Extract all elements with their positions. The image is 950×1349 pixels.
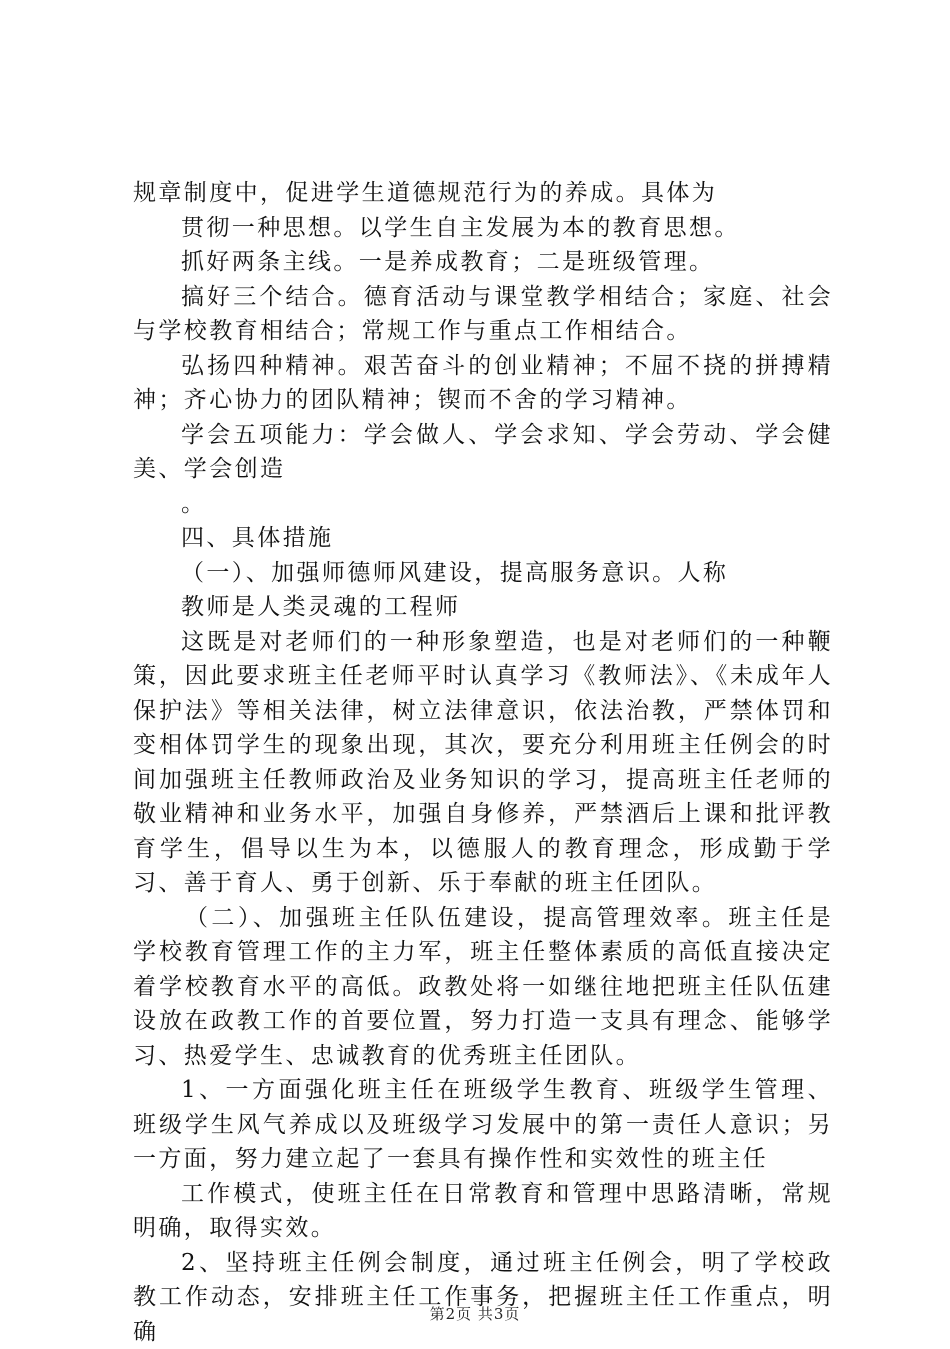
section-heading: 四、具体措施 [133, 521, 833, 556]
paragraph: 工作模式，使班主任在日常教育和管理中思路清晰，常规明确，取得实效。 [133, 1177, 833, 1246]
paragraph: 2、坚持班主任例会制度，通过班主任例会，明了学校政教工作动态，安排班主任工作事务，把握班主任工作重点，明确 [133, 1246, 833, 1349]
paragraph: 弘扬四种精神。艰苦奋斗的创业精神；不屈不挠的拼搏精神；齐心协力的团队精神；锲而不舍的学习精神。 [133, 349, 833, 418]
paragraph: 规章制度中，促进学生道德规范行为的养成。具体为 [133, 176, 833, 211]
paragraph: 贯彻一种思想。以学生自主发展为本的教育思想。 [133, 211, 833, 246]
paragraph: 学会五项能力：学会做人、学会求知、学会劳动、学会健美、学会创造 [133, 418, 833, 487]
paragraph: 1、一方面强化班主任在班级学生教育、班级学生管理、班级学生风气养成以及班级学习发展中的第一责任人意识；另一方面，努力建立起了一套具有操作性和实效性的班主任 [133, 1073, 833, 1177]
paragraph: 。 [133, 487, 833, 522]
paragraph: 这既是对老师们的一种形象塑造，也是对老师们的一种鞭策，因此要求班主任老师平时认真学习《教师法》、《未成年人保护法》等相关法律，树立法律意识，依法治教，严禁体罚和变相体罚学生的现象出现，其次，要充分利用班主任例会的时间加强班主任教师政治及业务知识的学习，提高班主任老师的敬业精神和业务水平，加强自身修养，严禁酒后上课和批评教育学生，倡导以生为本，以德服人的教育理念，形成勤于学习、善于育人、勇于创新、乐于奉献的班主任团队。 [133, 625, 833, 901]
paragraph: 抓好两条主线。一是养成教育；二是班级管理。 [133, 245, 833, 280]
paragraph: （二）、加强班主任队伍建设，提高管理效率。班主任是学校教育管理工作的主力军，班主任整体素质的高低直接决定着学校教育水平的高低。政教处将一如继往地把班主任队伍建设放在政教工作的首要位置，努力打造一支具有理念、能够学习、热爱学生、忠诚教育的优秀班主任团队。 [133, 901, 833, 1074]
document-body [133, 176, 833, 1349]
paragraph: 教师是人类灵魂的工程师 [133, 590, 833, 625]
subsection-heading: （一）、加强师德师风建设，提高服务意识。人称 [133, 556, 833, 591]
paragraph: 搞好三个结合。德育活动与课堂教学相结合；家庭、社会与学校教育相结合；常规工作与重点工作相结合。 [133, 280, 833, 349]
page-number-footer: 第2页 共3页 [0, 1303, 950, 1324]
